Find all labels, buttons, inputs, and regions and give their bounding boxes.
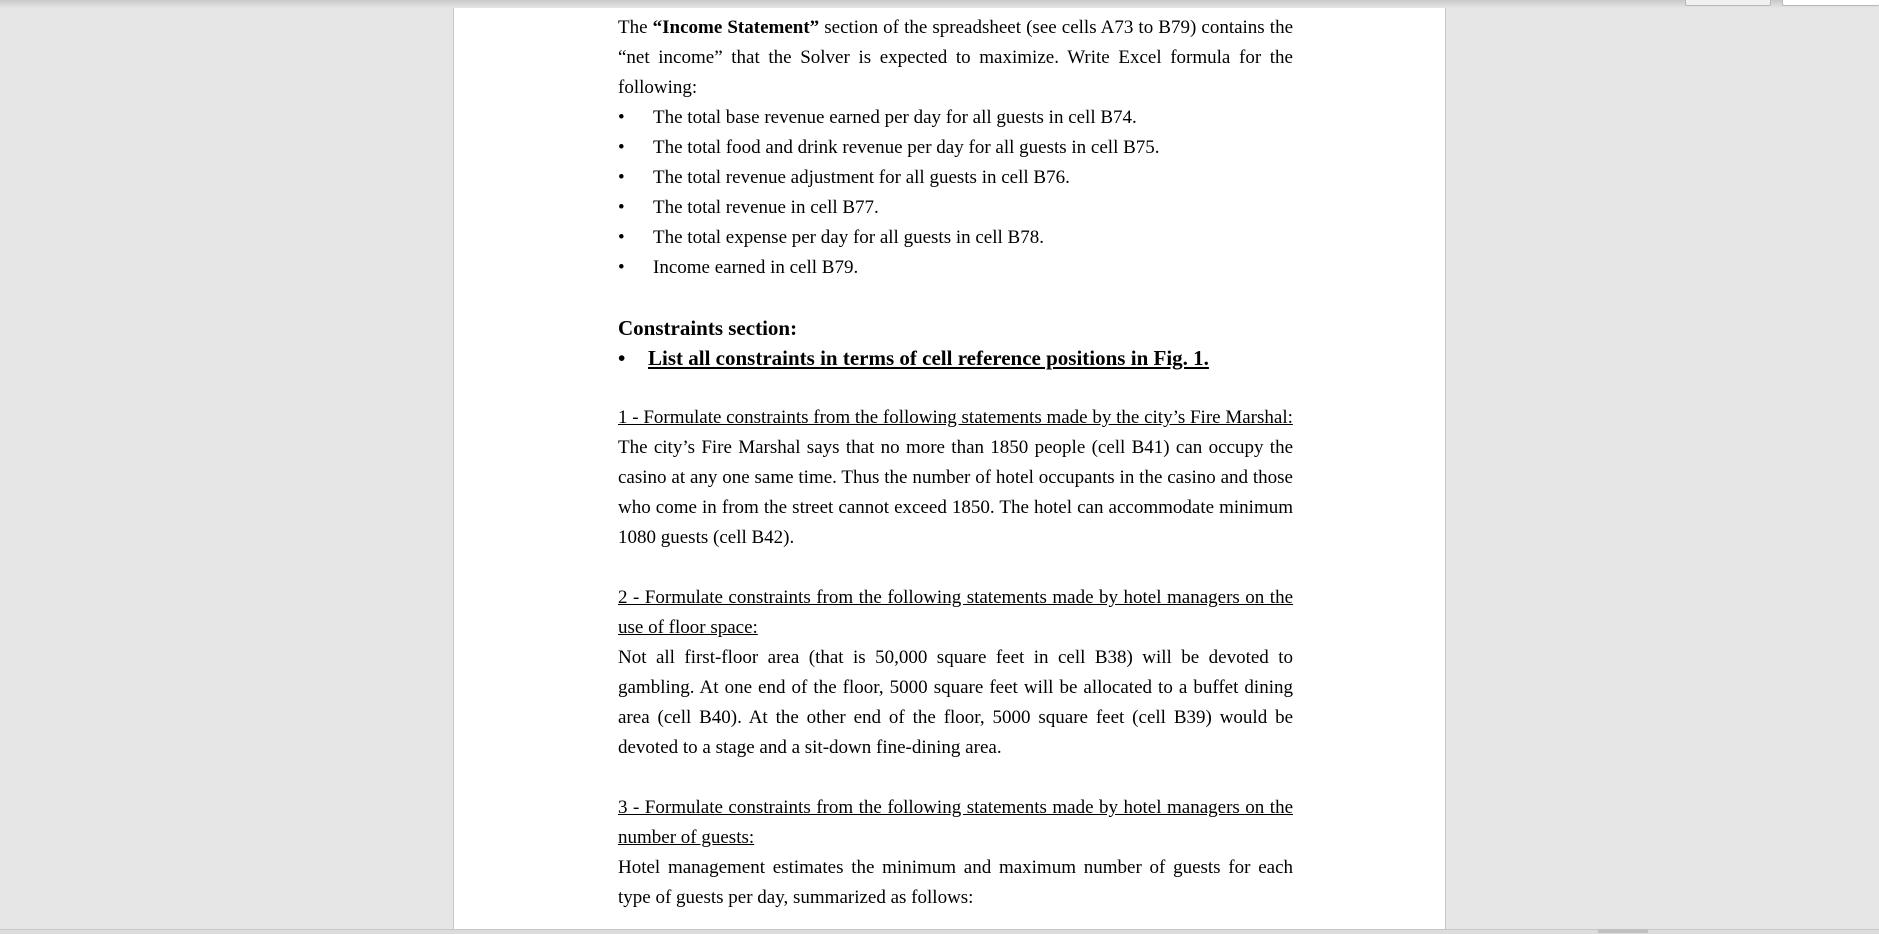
section-3-body: Hotel management estimates the minimum and maximum number of guests for each type of guests per day, summarized as follows:: [618, 857, 1293, 908]
list-item: [618, 103, 1293, 133]
intro-prefix: The: [618, 17, 653, 38]
toolbar-button[interactable]: [1685, 0, 1771, 6]
section-3-heading: 3 - Formulate constraints from the following statements made by hotel managers on the number of guests:: [618, 797, 1293, 848]
list-item: [618, 193, 1293, 223]
page-content: [618, 13, 1293, 913]
scrollbar-thumb[interactable]: [1598, 929, 1648, 933]
bullet-icon: •: [618, 346, 626, 370]
list-item-text: The total base revenue earned per day for all guests in cell B74.: [653, 107, 1137, 128]
section-1-body: The city’s Fire Marshal says that no more than 1850 people (cell B41) can occupy the casino at any one same time. Thus the number of hotel occupants in the casino and those who come in from the street cannot exceed 1850. The hotel can accommodate minimum 1080 guests (cell B42).: [618, 437, 1293, 548]
list-item-text: The total food and drink revenue per day for all guests in cell B75.: [653, 137, 1160, 158]
list-item: [618, 223, 1293, 253]
spacer: [618, 373, 1293, 403]
list-item-text: The total expense per day for all guests in cell B78.: [653, 227, 1044, 248]
document-page: [453, 8, 1446, 931]
income-statement-list: [618, 103, 1293, 283]
spacer: [618, 553, 1293, 583]
intro-rest: section of the spreadsheet (see cells A73 to B79) contains the “net income” that the Solver is expected to maximize. Write Excel formula for the following:: [618, 17, 1293, 98]
section-2-body: Not all first-floor area (that is 50,000 square feet in cell B38) will be devoted to gambling. At one end of the floor, 5000 square feet will be allocated to a buffet dining area (cell B40). At the other end of the floor, 5000 square feet (cell B39) would be devoted to a stage and a sit-down fine-dining area.: [618, 647, 1293, 758]
toolbar-field[interactable]: [1782, 0, 1879, 6]
constraints-main-bullet: [618, 343, 1293, 373]
list-item: [618, 163, 1293, 193]
section-2-heading: 2 - Formulate constraints from the following statements made by hotel managers on the use of floor space:: [618, 587, 1293, 638]
list-item: [618, 133, 1293, 163]
bullet-icon: •: [618, 137, 625, 158]
bullet-icon: •: [618, 107, 625, 128]
spacer: [618, 283, 1293, 313]
spacer: [618, 763, 1293, 793]
constraints-heading: Constraints section:: [618, 316, 798, 340]
bullet-icon: •: [618, 227, 625, 248]
section-1-heading: 1 - Formulate constraints from the following statements made by the city’s Fire Marshal:: [618, 407, 1293, 428]
income-statement-intro: [618, 13, 1293, 103]
bullet-icon: •: [618, 197, 625, 218]
window-top-edge: [0, 0, 1879, 8]
list-item-text: The total revenue in cell B77.: [653, 197, 879, 218]
bullet-icon: •: [618, 257, 625, 278]
list-item-text: The total revenue adjustment for all guests in cell B76.: [653, 167, 1070, 188]
list-item-text: Income earned in cell B79.: [653, 257, 859, 278]
income-statement-term: “Income Statement”: [652, 17, 820, 38]
list-item: [618, 253, 1293, 283]
bullet-icon: •: [618, 167, 625, 188]
constraints-instruction: List all constraints in terms of cell reference positions in Fig. 1.: [648, 346, 1209, 370]
